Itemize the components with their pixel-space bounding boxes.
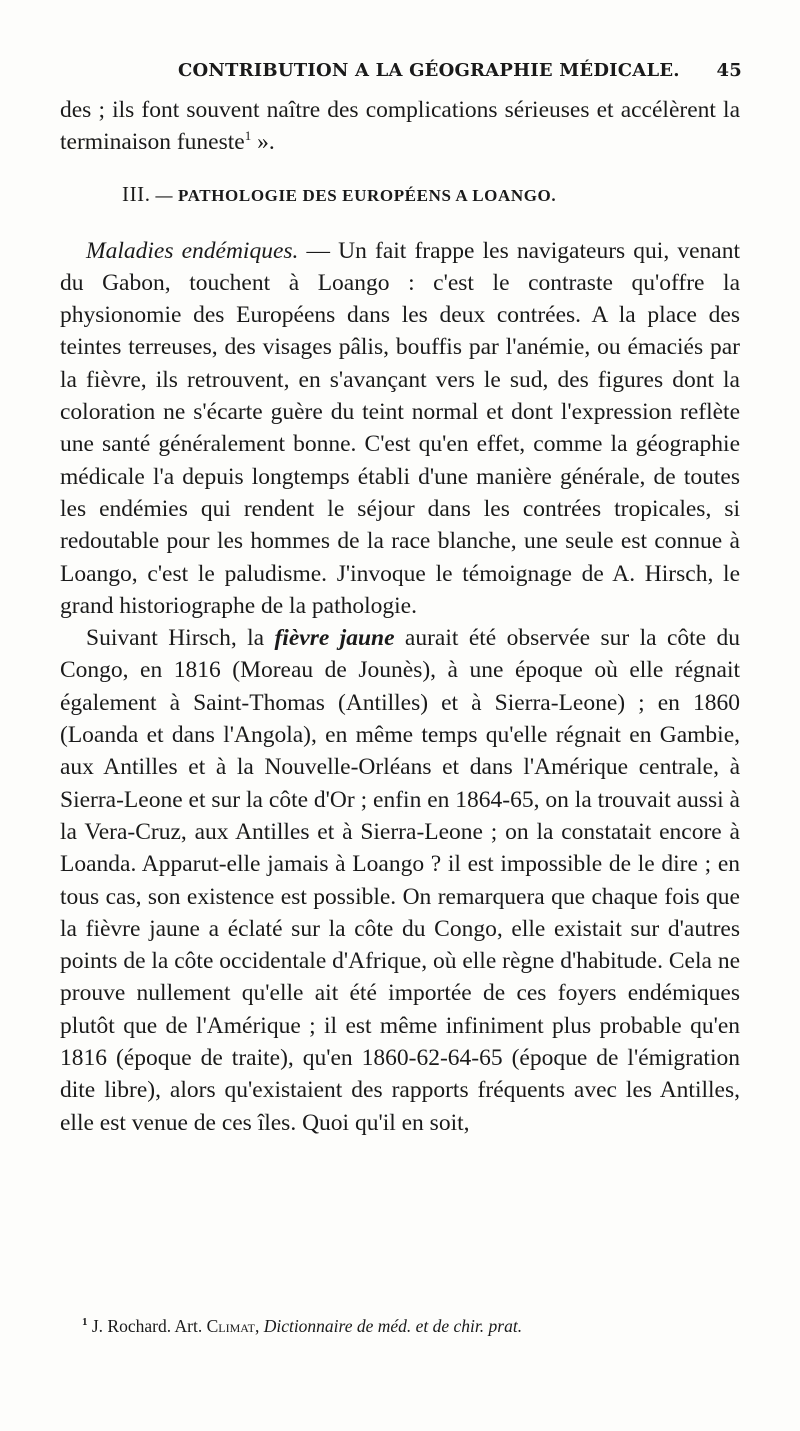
paragraph-endemic-diseases xyxy=(60,235,740,623)
section-title: PATHOLOGIE DES EUROPÉENS A LOANGO. xyxy=(177,185,557,205)
body-text xyxy=(60,94,740,1139)
paragraph-lead: Maladies endémiques. xyxy=(86,237,299,264)
footnote-marker: 1 xyxy=(82,1316,88,1329)
paragraph-endemic-text: — Un fait frappe les navigateurs qui, venant du Gabon, touchent à Loango : c'est le contraste qu'offre la physionomie des Européens dans les deux contrées. A la place des teintes terreuses, des visages pâlis, bouffis par l'anémie, ou émaciés par la fièvre, ils retrouvent, en s'avançant vers le sud, des figures dont la coloration ne s'écarte guère du teint normal et dont l'expression reflète une santé généralement bonne. C'est qu'en effet, comme la géographie médicale l'a depuis longtemps établi d'une manière générale, de toutes les endémies qui rendent le séjour dans les contrées tropicales, si redoutable pour les hommes de la race blanche, une seule est connue à Loango, c'est le paludisme. J'invoque le témoignage de A. Hirsch, le grand historiographe de la pathologie. xyxy=(60,237,740,619)
yellow-fever-term: fièvre jaune xyxy=(274,625,395,652)
page-number: 45 xyxy=(716,60,742,81)
running-header xyxy=(60,60,742,84)
section-heading xyxy=(60,181,740,209)
footnote xyxy=(82,1314,762,1338)
intro-text: des ; ils font souvent naître des complications sérieuses et accélèrent la terminaison funeste xyxy=(60,97,740,156)
footnote-reference: 1 xyxy=(244,128,252,144)
section-numeral: III. xyxy=(122,181,151,206)
paragraph-yellow-fever xyxy=(60,622,740,1139)
intro-paragraph xyxy=(60,94,740,159)
footnote-separator: , xyxy=(254,1316,264,1336)
intro-closing: ». xyxy=(251,129,275,156)
footnote-author: J. Rochard. Art. xyxy=(87,1316,207,1336)
yellow-fever-intro: Suivant Hirsch, la xyxy=(86,625,275,652)
yellow-fever-text: aurait été observée sur la côte du Congo, en 1816 (Moreau de Jounès), à une époque où elle régnait également à Saint-Thomas (Antilles) et à Sierra-Leone) ; en 1860 (Loanda et dans l'Angola), en même temps qu'elle régnait en Gambie, aux Antilles et à la Nouvelle-Orléans et dans l'Amérique centrale, à Sierra-Leone et sur la côte d'Or ; enfin en 1864-65, on la trouvait aussi à la Vera-Cruz, aux Antilles et à Sierra-Leone ; on la constatait encore à Loanda. Apparut-elle jamais à Loango ? il est impossible de le dire ; en tous cas, son existence est possible. On remarquera que chaque fois que la fièvre jaune a éclaté sur la côte du Congo, elle existait sur d'autres points de la côte occidentale d'Afrique, où elle règne d'habitude. Cela ne prouve nullement qu'elle ait été importée de ces foyers endémiques plutôt que de l'Amérique ; il est même infiniment plus probable qu'en 1816 (époque de traite), qu'en 1860-62-64-65 (époque de l'émigration dite libre), alors qu'existaient des rapports fréquents avec les Antilles, elle est venue de ces îles. Quoi qu'il en soit, xyxy=(60,625,741,1136)
running-title: CONTRIBUTION A LA GÉOGRAPHIE MÉDICALE. xyxy=(178,60,680,81)
section-dash: — xyxy=(150,185,178,205)
footnote-work: Dictionnaire de méd. et de chir. prat. xyxy=(263,1316,523,1336)
footnote-article: Climat xyxy=(206,1316,255,1336)
